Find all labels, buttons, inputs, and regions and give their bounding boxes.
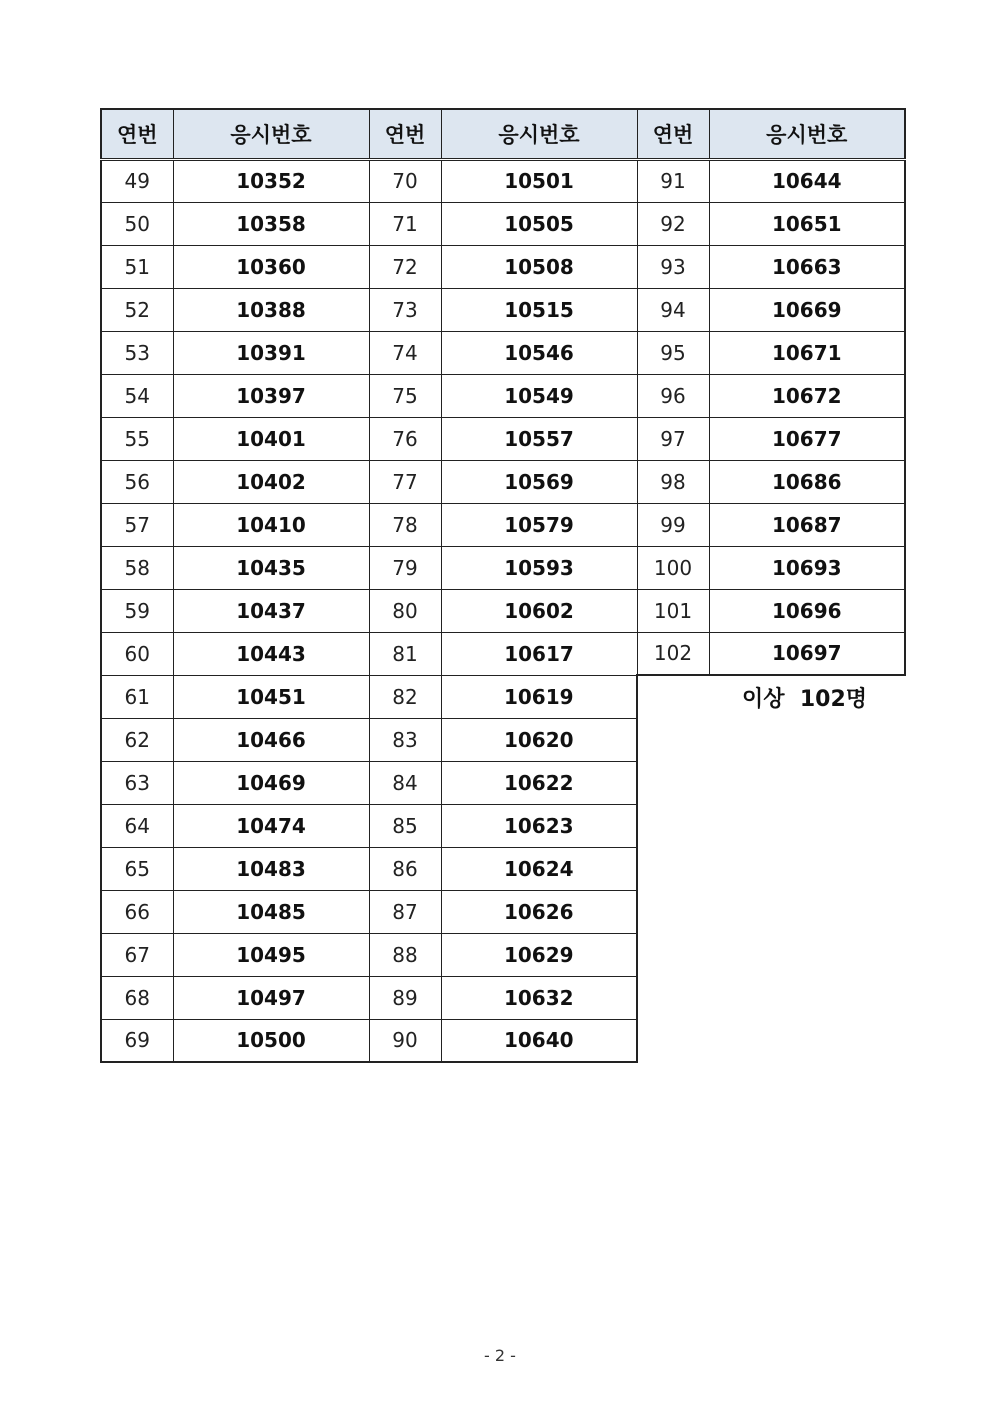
header-exam-number: 응시번호 <box>441 109 637 159</box>
table-row <box>101 503 905 546</box>
exam-number-cell: 10623 <box>441 804 637 847</box>
seq-cell: 66 <box>101 890 173 933</box>
exam-number-cell: 10640 <box>441 1019 637 1062</box>
exam-number-cell: 10495 <box>173 933 369 976</box>
empty-cell <box>637 761 709 804</box>
seq-cell: 67 <box>101 933 173 976</box>
seq-cell: 91 <box>637 159 709 202</box>
empty-cell <box>637 804 709 847</box>
seq-cell: 75 <box>369 374 441 417</box>
exam-number-cell: 10466 <box>173 718 369 761</box>
exam-number-cell: 10669 <box>709 288 905 331</box>
table-row <box>101 202 905 245</box>
exam-number-cell: 10352 <box>173 159 369 202</box>
exam-number-cell: 10579 <box>441 503 637 546</box>
empty-cell <box>637 1019 709 1062</box>
header-seq: 연번 <box>637 109 709 159</box>
empty-cell <box>637 976 709 1019</box>
table-row <box>101 245 905 288</box>
header-row <box>101 109 905 159</box>
seq-cell: 83 <box>369 718 441 761</box>
exam-number-cell: 10672 <box>709 374 905 417</box>
exam-number-cell: 10557 <box>441 417 637 460</box>
page-number: - 2 - <box>484 1346 516 1365</box>
seq-cell: 56 <box>101 460 173 503</box>
seq-cell: 101 <box>637 589 709 632</box>
exam-number-cell: 10671 <box>709 331 905 374</box>
seq-cell: 100 <box>637 546 709 589</box>
exam-number-cell: 10546 <box>441 331 637 374</box>
exam-number-cell: 10651 <box>709 202 905 245</box>
table-row <box>101 718 905 761</box>
exam-number-cell: 10451 <box>173 675 369 718</box>
empty-cell <box>637 847 709 890</box>
exam-number-cell: 10485 <box>173 890 369 933</box>
empty-cell <box>709 847 905 890</box>
empty-cell <box>709 804 905 847</box>
exam-number-cell: 10620 <box>441 718 637 761</box>
table-row <box>101 890 905 933</box>
exam-number-cell: 10624 <box>441 847 637 890</box>
table-row <box>101 546 905 589</box>
header-exam-number: 응시번호 <box>173 109 369 159</box>
exam-number-cell: 10632 <box>441 976 637 1019</box>
table-body <box>101 159 905 1062</box>
exam-number-cell: 10501 <box>441 159 637 202</box>
seq-cell: 70 <box>369 159 441 202</box>
exam-number-cell: 10505 <box>441 202 637 245</box>
exam-number-cell: 10696 <box>709 589 905 632</box>
exam-number-cell: 10619 <box>441 675 637 718</box>
seq-cell: 78 <box>369 503 441 546</box>
seq-cell: 51 <box>101 245 173 288</box>
seq-cell: 52 <box>101 288 173 331</box>
exam-number-cell: 10500 <box>173 1019 369 1062</box>
table-row <box>101 976 905 1019</box>
empty-cell <box>709 976 905 1019</box>
table-row <box>101 589 905 632</box>
exam-number-cell: 10401 <box>173 417 369 460</box>
seq-cell: 102 <box>637 632 709 675</box>
empty-cell <box>637 890 709 933</box>
exam-number-cell: 10617 <box>441 632 637 675</box>
exam-number-cell: 10402 <box>173 460 369 503</box>
seq-cell: 84 <box>369 761 441 804</box>
seq-cell: 76 <box>369 417 441 460</box>
exam-number-cell: 10437 <box>173 589 369 632</box>
table-row <box>101 804 905 847</box>
seq-cell: 99 <box>637 503 709 546</box>
empty-cell <box>637 933 709 976</box>
seq-cell: 72 <box>369 245 441 288</box>
empty-cell <box>709 1019 905 1062</box>
exam-number-cell: 10626 <box>441 890 637 933</box>
header-exam-number: 응시번호 <box>709 109 905 159</box>
exam-number-cell: 10644 <box>709 159 905 202</box>
seq-cell: 57 <box>101 503 173 546</box>
exam-number-cell: 10687 <box>709 503 905 546</box>
seq-cell: 95 <box>637 331 709 374</box>
exam-number-cell: 10622 <box>441 761 637 804</box>
seq-cell: 96 <box>637 374 709 417</box>
table-row <box>101 1019 905 1062</box>
seq-cell: 53 <box>101 331 173 374</box>
seq-cell: 80 <box>369 589 441 632</box>
exam-number-cell: 10443 <box>173 632 369 675</box>
exam-number-cell: 10469 <box>173 761 369 804</box>
table-row <box>101 288 905 331</box>
exam-number-cell: 10474 <box>173 804 369 847</box>
exam-number-cell: 10677 <box>709 417 905 460</box>
header-seq: 연번 <box>369 109 441 159</box>
seq-cell: 50 <box>101 202 173 245</box>
exam-number-cell: 10435 <box>173 546 369 589</box>
seq-cell: 89 <box>369 976 441 1019</box>
empty-cell <box>709 933 905 976</box>
seq-cell: 65 <box>101 847 173 890</box>
seq-cell: 58 <box>101 546 173 589</box>
seq-cell: 73 <box>369 288 441 331</box>
exam-number-cell: 10593 <box>441 546 637 589</box>
table-row <box>101 847 905 890</box>
exam-number-table <box>100 108 906 1063</box>
seq-cell: 92 <box>637 202 709 245</box>
exam-number-cell: 10602 <box>441 589 637 632</box>
exam-number-cell: 10497 <box>173 976 369 1019</box>
exam-number-cell: 10629 <box>441 933 637 976</box>
table-row <box>101 417 905 460</box>
table-row <box>101 331 905 374</box>
exam-number-cell: 10697 <box>709 632 905 675</box>
exam-number-cell: 10549 <box>441 374 637 417</box>
exam-number-cell: 10686 <box>709 460 905 503</box>
empty-cell <box>637 718 709 761</box>
total-count-label: 이상 102명 <box>637 675 905 718</box>
table-row <box>101 675 905 718</box>
exam-number-cell: 10693 <box>709 546 905 589</box>
seq-cell: 55 <box>101 417 173 460</box>
seq-cell: 64 <box>101 804 173 847</box>
exam-number-cell: 10360 <box>173 245 369 288</box>
seq-cell: 74 <box>369 331 441 374</box>
table-row <box>101 159 905 202</box>
exam-number-cell: 10410 <box>173 503 369 546</box>
exam-number-cell: 10569 <box>441 460 637 503</box>
seq-cell: 88 <box>369 933 441 976</box>
seq-cell: 60 <box>101 632 173 675</box>
seq-cell: 93 <box>637 245 709 288</box>
seq-cell: 87 <box>369 890 441 933</box>
seq-cell: 54 <box>101 374 173 417</box>
seq-cell: 86 <box>369 847 441 890</box>
table-row <box>101 374 905 417</box>
seq-cell: 69 <box>101 1019 173 1062</box>
exam-number-cell: 10508 <box>441 245 637 288</box>
seq-cell: 61 <box>101 675 173 718</box>
table-row <box>101 632 905 675</box>
seq-cell: 97 <box>637 417 709 460</box>
roster-grid <box>100 108 906 1063</box>
table-row <box>101 761 905 804</box>
seq-cell: 59 <box>101 589 173 632</box>
exam-number-cell: 10391 <box>173 331 369 374</box>
exam-number-cell: 10515 <box>441 288 637 331</box>
seq-cell: 81 <box>369 632 441 675</box>
seq-cell: 85 <box>369 804 441 847</box>
table-row <box>101 933 905 976</box>
empty-cell <box>709 890 905 933</box>
seq-cell: 82 <box>369 675 441 718</box>
exam-number-cell: 10483 <box>173 847 369 890</box>
seq-cell: 94 <box>637 288 709 331</box>
exam-number-cell: 10388 <box>173 288 369 331</box>
seq-cell: 98 <box>637 460 709 503</box>
seq-cell: 77 <box>369 460 441 503</box>
seq-cell: 68 <box>101 976 173 1019</box>
empty-cell <box>709 718 905 761</box>
table-row <box>101 460 905 503</box>
seq-cell: 90 <box>369 1019 441 1062</box>
exam-number-cell: 10397 <box>173 374 369 417</box>
exam-number-cell: 10358 <box>173 202 369 245</box>
seq-cell: 71 <box>369 202 441 245</box>
empty-cell <box>709 761 905 804</box>
seq-cell: 63 <box>101 761 173 804</box>
seq-cell: 62 <box>101 718 173 761</box>
seq-cell: 79 <box>369 546 441 589</box>
seq-cell: 49 <box>101 159 173 202</box>
exam-number-cell: 10663 <box>709 245 905 288</box>
header-seq: 연번 <box>101 109 173 159</box>
